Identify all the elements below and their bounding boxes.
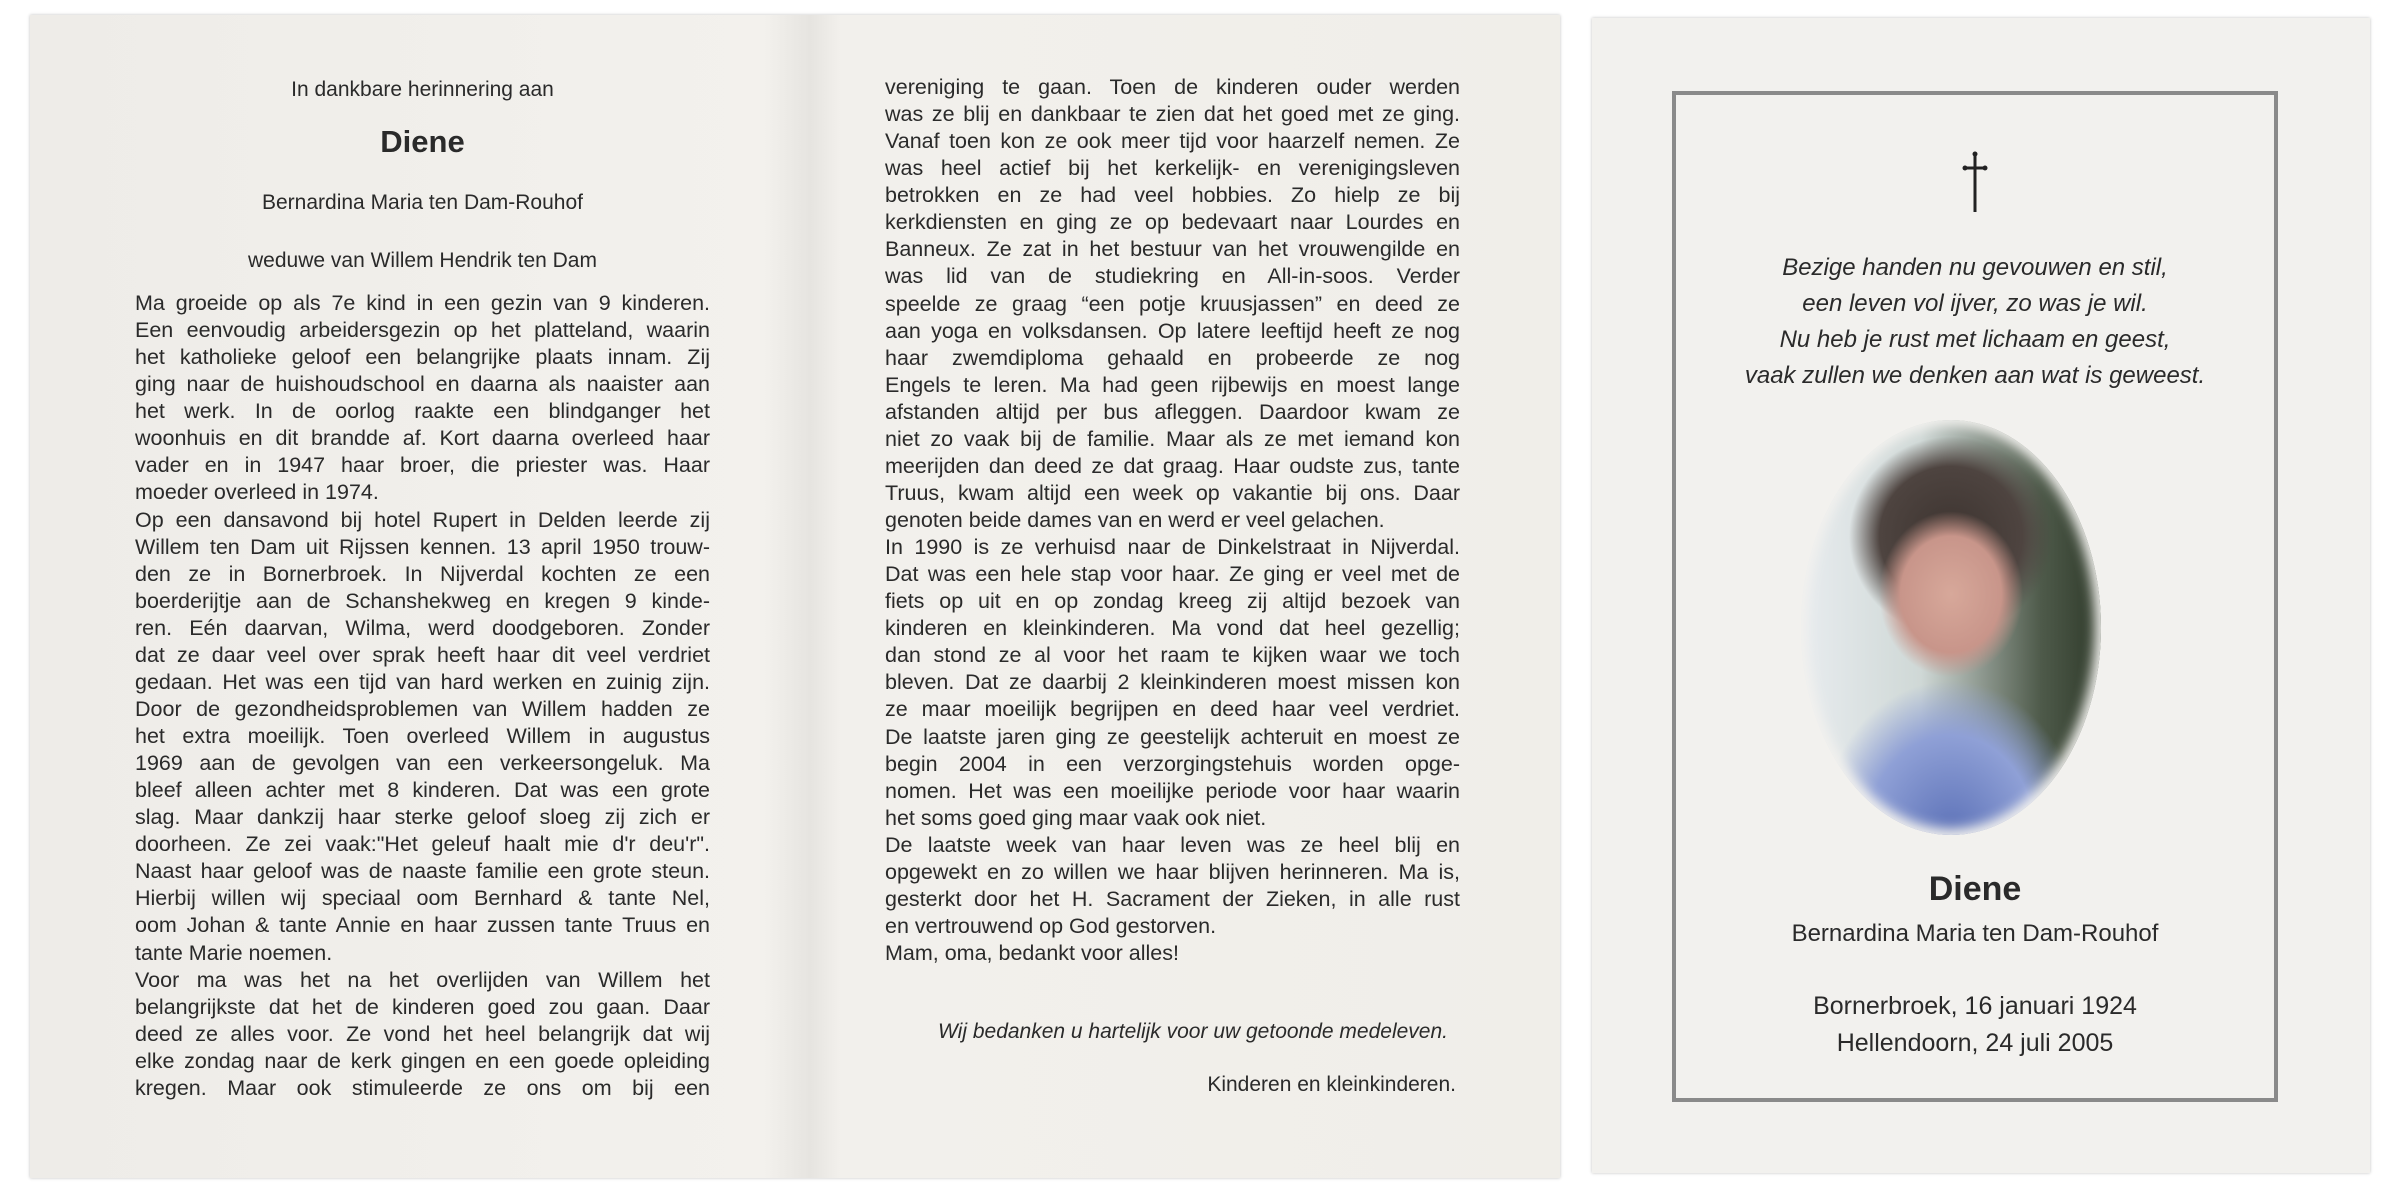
- text-line: kinderen en kleinkinderen. Ma vond dat heel gezellig;: [885, 616, 1460, 641]
- text-line: het werk. In de oorlog raakte een blindganger het: [135, 399, 710, 424]
- text-line: bleef alleen achter met 8 kinderen. Dat was een grote: [135, 778, 710, 803]
- text-line: belangrijkste dat het de kinderen goed zou gaan. Daar: [135, 994, 710, 1019]
- text-line: begin 2004 in een verzorgingstehuis worden opge-: [885, 751, 1460, 776]
- text-line: oom Johan & tante Annie en haar zussen tante Truus en: [135, 913, 710, 938]
- text-line: Banneux. Ze zat in het bestuur van het vrouwengilde en: [885, 237, 1460, 262]
- text-line: In 1990 is ze verhuisd naar de Dinkelstraat in Nijverdal.: [885, 535, 1460, 560]
- text-line: 1969 aan de gevolgen van een verkeersongeluk. Ma: [135, 751, 710, 776]
- intro-text: In dankbare herinnering aan: [291, 78, 554, 101]
- text-line: elke zondag naar de kerk gingen en een goede opleiding: [135, 1048, 710, 1073]
- birth-info: Bornerbroek, 16 januari 1924: [1813, 992, 2137, 1020]
- text-line: was lid van de studiekring en All-in-soos. Verder: [885, 264, 1460, 289]
- biography-right-column: [885, 74, 1460, 967]
- text-line: Dat was een hele stap voor haar. Ze ging er veel met de: [885, 562, 1460, 587]
- text-line: het katholieke geloof een belangrijke plaats innam. Zij: [135, 345, 710, 370]
- text-line: Ma groeide op als 7e kind in een gezin van 9 kinderen.: [135, 291, 710, 315]
- text-line: Willem ten Dam uit Rijssen kennen. 13 april 1950 trouw-: [135, 534, 710, 559]
- death-info: Hellendoorn, 24 juli 2005: [1836, 1029, 2114, 1057]
- text-line: meerijden dan deed ze dat graag. Haar oudste zus, tante: [885, 453, 1460, 478]
- widow-of-text: weduwe van Willem Hendrik ten Dam: [248, 249, 597, 272]
- text-line: gesterkt door het H. Sacrament der Zieken, in alle rust: [885, 886, 1460, 911]
- signature-text: Kinderen en kleinkinderen.: [1207, 1073, 1456, 1096]
- text-line: dat ze daar veel over sprak heeft haar dit veel verdriet: [135, 642, 710, 667]
- deceased-nickname: Diene: [380, 124, 465, 159]
- card-name: Diene: [1928, 870, 2022, 908]
- text-line: De laatste week van haar leven was ze heel blij en: [885, 832, 1460, 857]
- text-line: vereniging te gaan. Toen de kinderen ouder werden: [885, 75, 1460, 99]
- text-line: Op een dansavond bij hotel Rupert in Delden leerde zij: [135, 507, 710, 532]
- poem-line: Bezige handen nu gevouwen en stil,: [1782, 254, 2168, 281]
- text-line: nomen. Het was een moeilijke periode voor haar waarin: [885, 778, 1460, 803]
- text-line: Truus, kwam altijd een week op vakantie bij ons. Daar: [885, 480, 1460, 505]
- deceased-full-name: Bernardina Maria ten Dam-Rouhof: [262, 191, 583, 214]
- text-line: dan stond ze al voor het raam te kijken waar we toch: [885, 643, 1460, 668]
- text-line: niet zo vaak bij de familie. Maar als ze met iemand kon: [885, 426, 1460, 451]
- text-line: en vertrouwend op God gestorven.: [885, 913, 1217, 938]
- text-line: den ze in Bornerbroek. In Nijverdal kochten ze een: [135, 561, 710, 586]
- text-line: fiets op uit en op zondag kreeg zij altijd bezoek van: [885, 589, 1460, 614]
- text-line: aan yoga en volksdansen. Op latere leeftijd heeft ze nog: [885, 318, 1460, 343]
- text-line: kregen. Maar ook stimuleerde ze ons om bij een: [135, 1075, 710, 1100]
- text-line: het soms goed ging maar vaak ook niet.: [885, 805, 1267, 830]
- thanks-text: Wij bedanken u hartelijk voor uw getoonde medeleven.: [938, 1020, 1448, 1043]
- text-line: betrokken en ze had veel hobbies. Zo hielp ze bij: [885, 183, 1460, 208]
- text-line: woonhuis en dit brandde af. Kort daarna overleed haar: [135, 426, 710, 451]
- poem-line: vaak zullen we denken aan wat is geweest.: [1744, 362, 2206, 389]
- portrait-photo: [1801, 420, 2101, 835]
- text-line: opgewekt en zo willen we haar blijven herinneren. Ma is,: [885, 859, 1460, 884]
- text-line: ren. Eén daarvan, Wilma, werd doodgeboren. Zonder: [135, 615, 710, 640]
- text-line: Hierbij willen wij speciaal oom Bernhard & tante Nel,: [135, 886, 710, 911]
- text-line: doorheen. Ze zei vaak:"Het geleuf haalt mie d'r deu'r".: [135, 832, 710, 857]
- text-line: De laatste jaren ging ze geestelijk achteruit en moest ze: [885, 724, 1460, 749]
- poem-line: Nu heb je rust met lichaam en geest,: [1779, 326, 2171, 353]
- text-line: haar zwemdiploma gehaald en probeerde ze nog: [885, 345, 1460, 370]
- text-line: was heel actief bij het kerkelijk- en verenigingsleven: [885, 156, 1460, 181]
- text-line: gedaan. Het was een tijd van hard werken en zuinig zijn.: [135, 669, 710, 694]
- text-line: Vanaf toen kon ze ook meer tijd voor haarzelf nemen. Ze: [885, 129, 1460, 154]
- text-line: slag. Maar dankzij haar sterke geloof sloeg zij zich er: [135, 805, 710, 830]
- cross-icon: [1962, 150, 1988, 219]
- text-line: het extra moeilijk. Toen overleed Willem in augustus: [135, 724, 710, 748]
- biography-left-column: [135, 290, 710, 1102]
- text-line: ging naar de huishoudschool en daarna als naaister aan: [135, 372, 710, 397]
- text-line: speelde ze graag “een potje kruusjassen” en deed ze: [885, 291, 1460, 316]
- text-line: moeder overleed in 1974.: [135, 480, 379, 505]
- text-line: afstanden altijd per bus afleggen. Daardoor kwam ze: [885, 399, 1460, 424]
- text-line: tante Marie noemen.: [135, 940, 333, 965]
- memorial-poem: [1672, 250, 2278, 394]
- text-line: boerderijtje aan de Schanshekweg en kregen 9 kinde-: [135, 588, 710, 613]
- text-line: Mam, oma, bedankt voor alles!: [885, 941, 1179, 965]
- text-line: deed ze alles voor. Ze vond het heel belangrijk dat wij: [135, 1021, 710, 1046]
- text-line: bleven. Dat ze daarbij 2 kleinkinderen moest missen kon: [885, 670, 1460, 695]
- poem-line: een leven vol ijver, zo was je wil.: [1802, 290, 2148, 317]
- text-line: Engels te leren. Ma had geen rijbewijs en moest lange: [885, 372, 1460, 397]
- text-line: kerkdiensten en ging ze op bedevaart naar Lourdes en: [885, 210, 1460, 235]
- text-line: Naast haar geloof was de naaste familie een grote steun.: [135, 859, 710, 884]
- card-full-name: Bernardina Maria ten Dam-Rouhof: [1791, 920, 2159, 947]
- text-line: Een eenvoudig arbeidersgezin op het platteland, waarin: [135, 318, 710, 343]
- text-line: vader en in 1947 haar broer, die priester was. Haar: [135, 453, 710, 478]
- text-line: Door de gezondheidsproblemen van Willem hadden ze: [135, 696, 710, 721]
- text-line: genoten beide dames van en werd er veel gelachen.: [885, 508, 1385, 532]
- text-line: ze maar moeilijk begrijpen en deed haar veel verdriet.: [885, 697, 1460, 722]
- text-line: Voor ma was het na het overlijden van Willem het: [135, 967, 710, 992]
- text-line: was ze blij en dankbaar te zien dat het goed met ze ging.: [885, 102, 1460, 127]
